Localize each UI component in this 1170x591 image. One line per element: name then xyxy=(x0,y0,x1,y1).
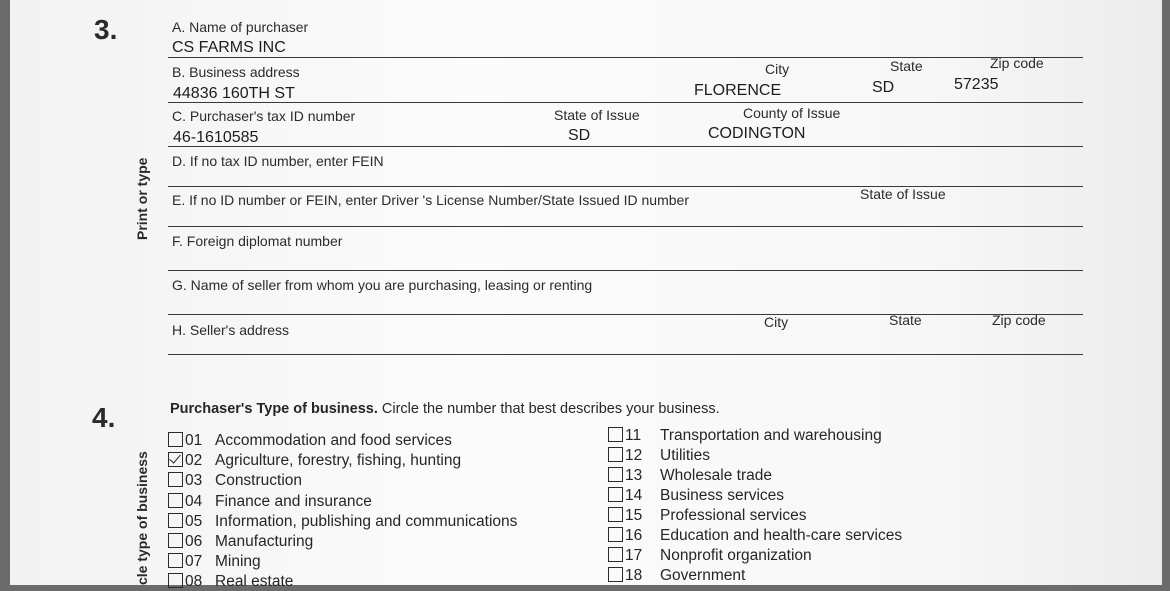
checkbox[interactable] xyxy=(168,513,183,528)
checkbox[interactable] xyxy=(168,472,183,487)
seller-name-label: G. Name of seller from whom you are purchasing, leasing or renting xyxy=(172,277,593,293)
business-type-instruction-text: Circle the number that best describes your business. xyxy=(377,401,720,417)
tax-id-county-label: County of Issue xyxy=(743,105,841,121)
business-type-item[interactable] xyxy=(608,427,882,445)
business-type-label: Business services xyxy=(660,487,785,504)
business-type-code: 04 xyxy=(185,492,203,510)
business-type-label: Government xyxy=(660,567,746,584)
business-type-code: 18 xyxy=(625,567,643,584)
business-type-item[interactable] xyxy=(608,487,784,505)
checkbox[interactable] xyxy=(608,447,623,462)
tax-id-label: C. Purchaser's tax ID number xyxy=(172,108,356,124)
checkbox[interactable] xyxy=(168,573,183,588)
business-state-value[interactable]: SD xyxy=(872,79,895,96)
business-type-label: Utilities xyxy=(660,447,710,464)
fein-label: D. If no tax ID number, enter FEIN xyxy=(172,153,384,169)
seller-state-label: State xyxy=(889,312,922,328)
business-type-label: Manufacturing xyxy=(215,533,314,550)
business-type-label: Finance and insurance xyxy=(215,492,372,510)
business-type-item[interactable] xyxy=(608,567,745,585)
section-4-number: 4. xyxy=(92,402,116,433)
business-type-code: 01 xyxy=(185,432,203,449)
drivers-license-line xyxy=(168,226,1083,227)
business-type-code: 05 xyxy=(185,512,203,530)
tax-id-state-value[interactable]: SD xyxy=(568,127,591,144)
business-type-code: 12 xyxy=(625,447,643,464)
purchaser-name-line xyxy=(168,57,1083,58)
business-address-line xyxy=(168,102,1083,103)
checkbox[interactable] xyxy=(168,533,183,548)
tax-id-state-label: State of Issue xyxy=(554,107,640,123)
business-type-item[interactable] xyxy=(168,452,461,470)
business-type-code: 03 xyxy=(185,472,203,490)
purchaser-name-value[interactable]: CS FARMS INC xyxy=(172,39,286,56)
business-type-code: 02 xyxy=(185,452,203,470)
business-type-item[interactable] xyxy=(168,573,293,591)
drivers-license-state-label: State of Issue xyxy=(860,186,946,202)
checkbox[interactable] xyxy=(608,507,623,522)
business-city-value[interactable]: FLORENCE xyxy=(694,82,782,99)
business-type-label: Information, publishing and communications xyxy=(215,512,518,530)
business-type-item[interactable] xyxy=(168,533,313,551)
tax-id-line xyxy=(168,146,1083,147)
seller-name-line xyxy=(168,314,1083,315)
business-type-code: 08 xyxy=(185,573,203,591)
checkbox[interactable] xyxy=(608,487,623,502)
business-type-item[interactable] xyxy=(168,553,261,571)
business-type-code: 07 xyxy=(185,553,203,571)
checkbox[interactable] xyxy=(608,467,623,482)
business-type-item[interactable] xyxy=(608,447,710,465)
business-type-code: 11 xyxy=(625,427,642,444)
business-zip-label: Zip code xyxy=(990,55,1044,71)
business-type-code: 17 xyxy=(625,547,643,564)
purchaser-name-label: A. Name of purchaser xyxy=(172,19,309,35)
section-3-side-label: Print or type xyxy=(134,157,150,240)
seller-address-label: H. Seller's address xyxy=(172,322,290,338)
business-type-label: Wholesale trade xyxy=(660,467,773,484)
business-type-item[interactable] xyxy=(608,467,772,485)
business-type-label: Accommodation and food services xyxy=(215,432,452,449)
business-type-code: 16 xyxy=(625,527,643,544)
business-type-label: Transportation and warehousing xyxy=(660,427,882,444)
checkbox[interactable] xyxy=(608,527,623,542)
business-type-instruction xyxy=(170,401,720,417)
business-type-label: Mining xyxy=(215,553,261,571)
checkbox[interactable] xyxy=(608,567,623,582)
checkbox[interactable] xyxy=(608,427,623,442)
business-zip-value[interactable]: 57235 xyxy=(954,76,999,93)
business-type-label: Construction xyxy=(215,472,303,490)
business-city-label: City xyxy=(765,61,790,77)
tax-id-value[interactable]: 46-1610585 xyxy=(173,129,259,146)
business-type-code: 15 xyxy=(625,507,643,524)
business-type-item[interactable] xyxy=(168,472,302,490)
checkbox[interactable] xyxy=(168,493,183,508)
business-type-label: Real estate xyxy=(215,573,294,591)
business-address-label: B. Business address xyxy=(172,64,300,80)
seller-address-line xyxy=(168,354,1083,355)
business-type-item[interactable] xyxy=(168,432,452,450)
business-type-item[interactable] xyxy=(168,493,372,511)
business-type-label: Agriculture, forestry, fishing, hunting xyxy=(215,452,462,470)
section-3-number: 3. xyxy=(94,14,118,45)
form-page xyxy=(10,0,1162,591)
business-address-value[interactable]: 44836 160TH ST xyxy=(173,85,295,102)
business-type-item[interactable] xyxy=(608,507,806,525)
diplomat-number-label: F. Foreign diplomat number xyxy=(172,233,343,249)
business-type-item[interactable] xyxy=(608,527,902,545)
checkbox[interactable] xyxy=(168,452,183,467)
checkbox[interactable] xyxy=(168,432,183,447)
business-type-code: 06 xyxy=(185,533,203,550)
business-type-code: 14 xyxy=(625,487,643,504)
section-4-side-label: cle type of business xyxy=(134,451,150,585)
business-type-code: 13 xyxy=(625,467,643,484)
seller-zip-label: Zip code xyxy=(992,312,1046,328)
tax-id-county-value[interactable]: CODINGTON xyxy=(708,125,806,142)
business-type-label: Nonprofit organization xyxy=(660,547,812,564)
checkbox[interactable] xyxy=(608,547,623,562)
seller-city-label: City xyxy=(764,314,789,330)
business-type-label: Education and health-care services xyxy=(660,527,903,544)
business-type-item[interactable] xyxy=(168,513,517,531)
business-type-item[interactable] xyxy=(608,547,812,565)
business-type-title: Purchaser's Type of business. xyxy=(170,401,378,417)
drivers-license-label: E. If no ID number or FEIN, enter Driver 's License Number/State Issued ID number xyxy=(172,192,689,208)
diplomat-number-line xyxy=(168,270,1083,271)
business-state-label: State xyxy=(890,58,923,74)
checkbox[interactable] xyxy=(168,553,183,568)
business-type-label: Professional services xyxy=(660,507,807,524)
